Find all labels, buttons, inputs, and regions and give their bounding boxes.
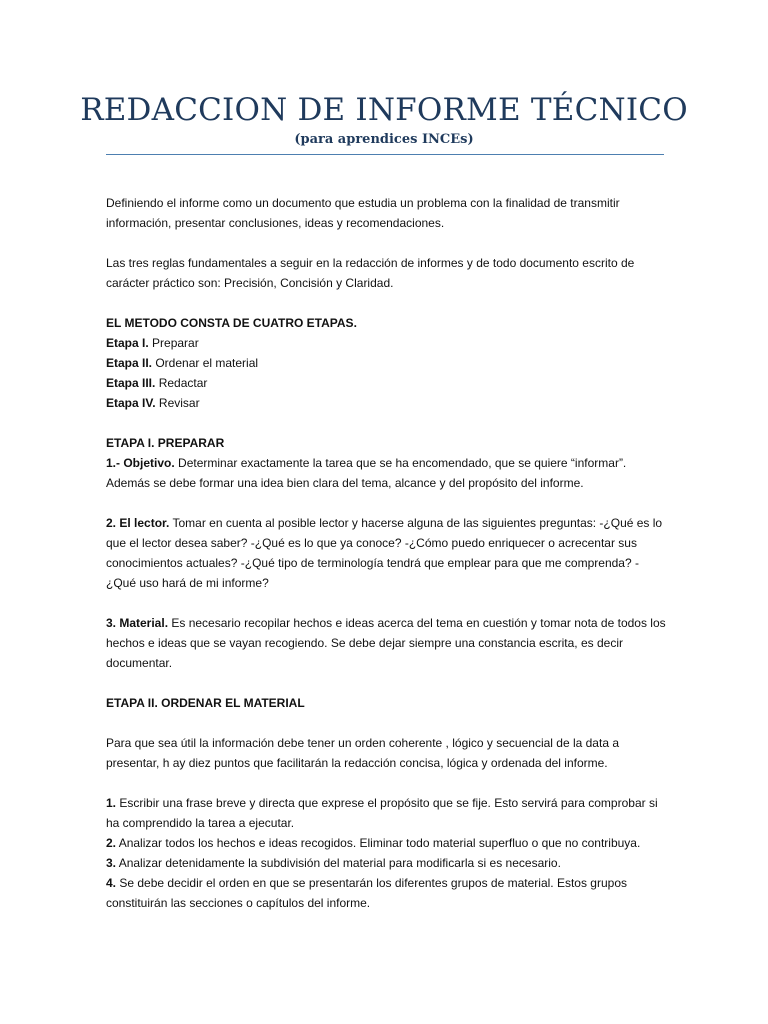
document-title: REDACCION DE INFORME TÉCNICO (80, 92, 688, 128)
objetivo-text: Determinar exactamente la tarea que se ha encomendado, que se quiere “informar”. Además se debe formar una idea bien clara del tema, alcance y del propósito del informe. (106, 456, 627, 490)
etapa1-heading: ETAPA I. PREPARAR (106, 436, 225, 450)
etapa-text: Preparar (148, 336, 199, 350)
metodo-heading: EL METODO CONSTA DE CUATRO ETAPAS. (106, 316, 357, 330)
etapa-text: Ordenar el material (152, 356, 259, 370)
intro-paragraph-1: Definiendo el informe como un documento que estudia un problema con la finalidad de transmitir información, presentar conclusiones, ideas y recomendaciones. (106, 196, 620, 230)
ordenar-list-item (106, 853, 666, 873)
ordenar-list-item (106, 873, 666, 913)
objetivo-label: 1.- Objetivo. (106, 456, 175, 470)
ordenar-list-item (106, 793, 666, 833)
ordenar-item-number: 2. (106, 836, 117, 850)
etapa-label: Etapa II. (106, 356, 153, 370)
material-paragraph (106, 613, 666, 673)
ordenar-list-item (106, 833, 666, 853)
lector-label: 2. El lector. (106, 516, 170, 530)
material-text: Es necesario recopilar hechos e ideas acerca del tema en cuestión y tomar nota de todos los hechos e ideas que se vayan recogiendo. Se debe dejar siempre una constancia escrita, es decir documentar. (106, 616, 666, 670)
etapa-text: Redactar (155, 376, 208, 390)
ordenar-item-number: 1. (106, 796, 117, 810)
lector-paragraph (106, 513, 666, 593)
ordenar-item-text: Escribir una frase breve y directa que exprese el propósito que se fije. Esto servirá para comprobar si ha comprendido la tarea a ejecutar. (106, 796, 658, 830)
etapa-label: Etapa IV. (106, 396, 156, 410)
etapa2-intro: Para que sea útil la información debe tener un orden coherente , lógico y secuencial de la data a presentar, h ay diez puntos que facilitarán la redacción concisa, lógica y ordenada del informe. (106, 736, 619, 770)
etapa-text: Revisar (155, 396, 200, 410)
etapa-label: Etapa III. (106, 376, 156, 390)
intro-paragraph-2: Las tres reglas fundamentales a seguir en la redacción de informes y de todo documento escrito de carácter práctico son: Precisión, Concisión y Claridad. (106, 256, 635, 290)
ordenar-item-text: Analizar todos los hechos e ideas recogidos. Eliminar todo material superfluo o que no contribuya. (116, 836, 641, 850)
document-subtitle: (para aprendices INCEs) (294, 132, 474, 147)
etapa-list-item (106, 373, 666, 393)
etapa-list-item (106, 333, 666, 353)
objetivo-paragraph (106, 453, 666, 493)
ordenar-item-number: 3. (106, 856, 117, 870)
ordenar-item-number: 4. (106, 876, 117, 890)
ordenar-item-text: Se debe decidir el orden en que se presentarán los diferentes grupos de material. Estos grupos constituirán las secciones o capítulos del informe. (106, 876, 627, 910)
lector-text: Tomar en cuenta al posible lector y hacerse alguna de las siguientes preguntas: -¿Qué es lo que el lector desea saber? -¿Qué es lo que ya conoce? -¿Cómo puedo enriquecer o acrecentar sus conocimientos actuales? -¿Qué tipo de terminología tendrá que emplear para que me comprenda? -¿Qué uso hará de mi informe? (106, 516, 663, 590)
etapa-list-item (106, 353, 666, 373)
document-body (106, 193, 666, 913)
material-label: 3. Material. (106, 616, 169, 630)
etapa2-heading: ETAPA II. ORDENAR EL MATERIAL (106, 696, 305, 710)
etapa-label: Etapa I. (106, 336, 149, 350)
ordenar-item-text: Analizar detenidamente la subdivisión del material para modificarla si es necesario. (116, 856, 561, 870)
title-divider (106, 154, 664, 155)
etapa-list-item (106, 393, 666, 413)
